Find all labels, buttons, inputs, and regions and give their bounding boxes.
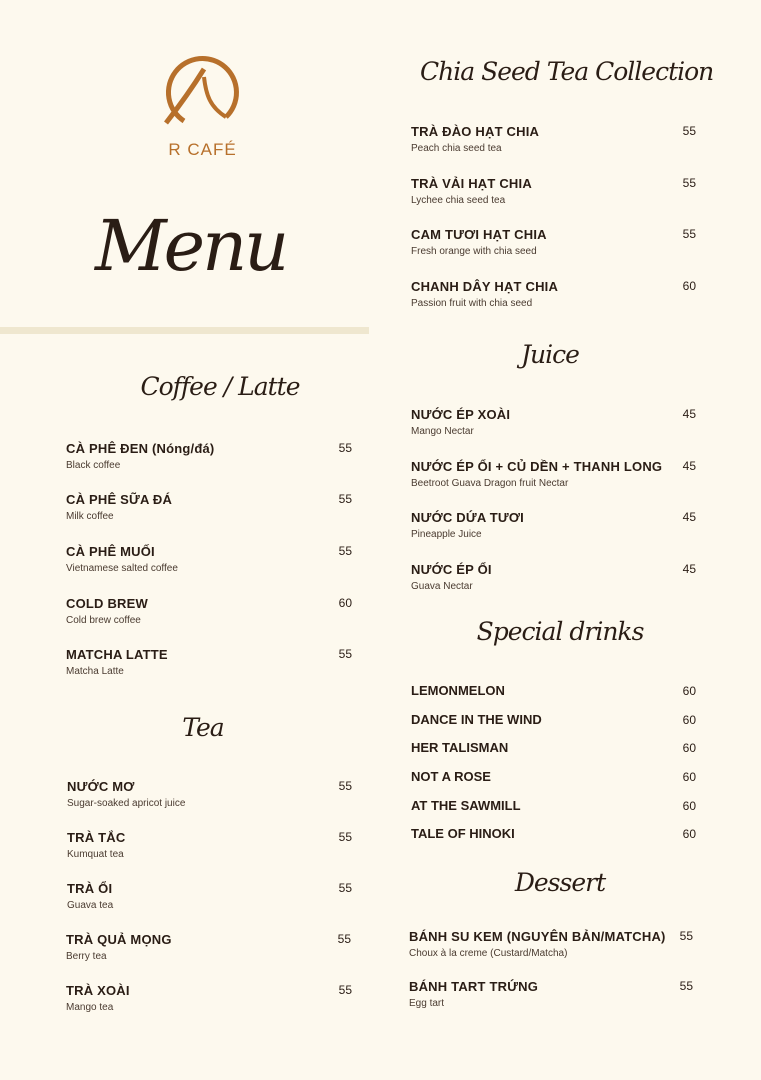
- item-desc: Cold brew coffee: [66, 615, 141, 626]
- item-price: 45: [682, 407, 696, 421]
- item-price: 55: [682, 227, 696, 241]
- item-price: 60: [338, 596, 352, 610]
- item-price: 55: [338, 492, 352, 506]
- item-price: 55: [338, 983, 352, 997]
- section-title-tea: Tea: [182, 713, 224, 742]
- item-name: CÀ PHÊ ĐEN (Nóng/đá): [66, 441, 215, 456]
- list-item: [411, 459, 697, 489]
- list-item: [411, 227, 697, 257]
- item-desc: Berry tea: [66, 951, 107, 962]
- list-item: [66, 932, 352, 962]
- item-desc: Guava Nectar: [411, 581, 473, 592]
- special-item-name: AT THE SAWMILL: [411, 798, 521, 813]
- item-desc: Sugar-soaked apricot juice: [67, 798, 186, 809]
- item-desc: Vietnamese salted coffee: [66, 563, 178, 574]
- item-desc: Guava tea: [67, 900, 114, 911]
- item-desc: Mango Nectar: [411, 426, 474, 437]
- item-price: 55: [682, 176, 696, 190]
- item-desc: Kumquat tea: [67, 849, 124, 860]
- brand-name: R CAFÉ: [168, 140, 237, 159]
- item-name: TRÀ ỔI: [67, 881, 113, 896]
- list-item: [67, 830, 353, 860]
- item-name: NƯỚC ÉP ỔI + CỦ DỀN + THANH LONG: [411, 459, 663, 474]
- item-name: CAM TƯƠI HẠT CHIA: [411, 227, 547, 242]
- item-desc: Black coffee: [66, 460, 121, 471]
- list-item: [66, 544, 352, 574]
- list-item: [409, 929, 697, 959]
- list-item: [411, 562, 697, 592]
- item-name: TRÀ QUẢ MỌNG: [66, 932, 172, 947]
- section-title-chia: Chia Seed Tea Collection: [420, 57, 714, 86]
- item-name: BÁNH SU KEM (NGUYÊN BẢN/MATCHA): [409, 929, 666, 944]
- list-item: [411, 176, 697, 206]
- item-name: BÁNH TART TRỨNG: [409, 979, 539, 994]
- menu-title: Menu: [95, 205, 287, 287]
- item-name: TRÀ XOÀI: [66, 983, 130, 998]
- special-item-name: NOT A ROSE: [411, 769, 491, 784]
- item-desc: Choux à la creme (Custard/Matcha): [409, 948, 568, 959]
- item-desc: Mango tea: [66, 1002, 114, 1013]
- list-item: [66, 983, 352, 1013]
- special-item-price: 60: [682, 770, 696, 784]
- special-item-price: 60: [682, 713, 696, 727]
- item-price: 45: [682, 562, 696, 576]
- section-title-dessert: Dessert: [514, 868, 606, 897]
- item-price: 55: [338, 544, 352, 558]
- list-item: [411, 279, 697, 309]
- item-desc: Matcha Latte: [66, 666, 124, 677]
- r-cafe-logo: [160, 55, 242, 125]
- special-item-name: HER TALISMAN: [411, 740, 509, 755]
- list-item: [411, 124, 697, 154]
- item-price: 55: [682, 124, 696, 138]
- item-price: 60: [682, 279, 696, 293]
- item-price: 45: [682, 510, 696, 524]
- item-desc: Egg tart: [409, 998, 445, 1009]
- item-name: COLD BREW: [66, 596, 148, 611]
- item-price: 55: [338, 647, 352, 661]
- list-item: [66, 647, 352, 677]
- item-desc: Lychee chia seed tea: [411, 195, 506, 206]
- item-name: NƯỚC DỨA TƯƠI: [411, 510, 524, 525]
- list-item: [66, 492, 352, 522]
- item-name: TRÀ ĐÀO HẠT CHIA: [411, 124, 540, 139]
- section-title-special: Special drinks: [476, 617, 644, 646]
- item-price: 55: [338, 881, 352, 895]
- special-item-price: 60: [682, 684, 696, 698]
- item-name: TRÀ TẮC: [67, 830, 126, 845]
- list-item: [67, 881, 353, 911]
- special-item-price: 60: [682, 741, 696, 755]
- item-price: 55: [679, 979, 693, 993]
- list-item: [411, 407, 697, 437]
- item-desc: Peach chia seed tea: [411, 143, 502, 154]
- list-item: [409, 979, 697, 1009]
- item-price: 55: [337, 932, 351, 946]
- item-price: 55: [338, 779, 352, 793]
- special-item-name: TALE OF HINOKI: [411, 826, 515, 841]
- list-item: [67, 779, 353, 809]
- item-price: 55: [338, 830, 352, 844]
- item-name: TRÀ VẢI HẠT CHIA: [411, 176, 532, 191]
- special-item-name: LEMONMELON: [411, 683, 505, 698]
- item-name: MATCHA LATTE: [66, 647, 168, 662]
- item-desc: Beetroot Guava Dragon fruit Nectar: [411, 478, 569, 489]
- divider-band: [0, 327, 369, 334]
- item-name: CÀ PHÊ SỮA ĐÁ: [66, 492, 173, 507]
- item-name: NƯỚC MƠ: [67, 779, 135, 794]
- special-item-price: 60: [682, 827, 696, 841]
- item-price: 55: [338, 441, 352, 455]
- item-name: CHANH DÂY HẠT CHIA: [411, 279, 559, 294]
- section-title-juice: Juice: [521, 340, 579, 369]
- item-name: CÀ PHÊ MUỐI: [66, 544, 155, 559]
- section-title-coffee: Coffee / Latte: [140, 372, 300, 401]
- list-item: [66, 441, 352, 471]
- item-desc: Milk coffee: [66, 511, 114, 522]
- item-desc: Pineapple Juice: [411, 529, 482, 540]
- item-price: 55: [679, 929, 693, 943]
- list-item: [411, 510, 697, 540]
- special-item-price: 60: [682, 799, 696, 813]
- item-desc: Passion fruit with chia seed: [411, 298, 533, 309]
- item-desc: Fresh orange with chia seed: [411, 246, 537, 257]
- item-name: NƯỚC ÉP XOÀI: [411, 407, 511, 422]
- special-item-name: DANCE IN THE WIND: [411, 712, 542, 727]
- item-price: 45: [682, 459, 696, 473]
- item-name: NƯỚC ÉP ỔI: [411, 562, 492, 577]
- list-item: [66, 596, 352, 626]
